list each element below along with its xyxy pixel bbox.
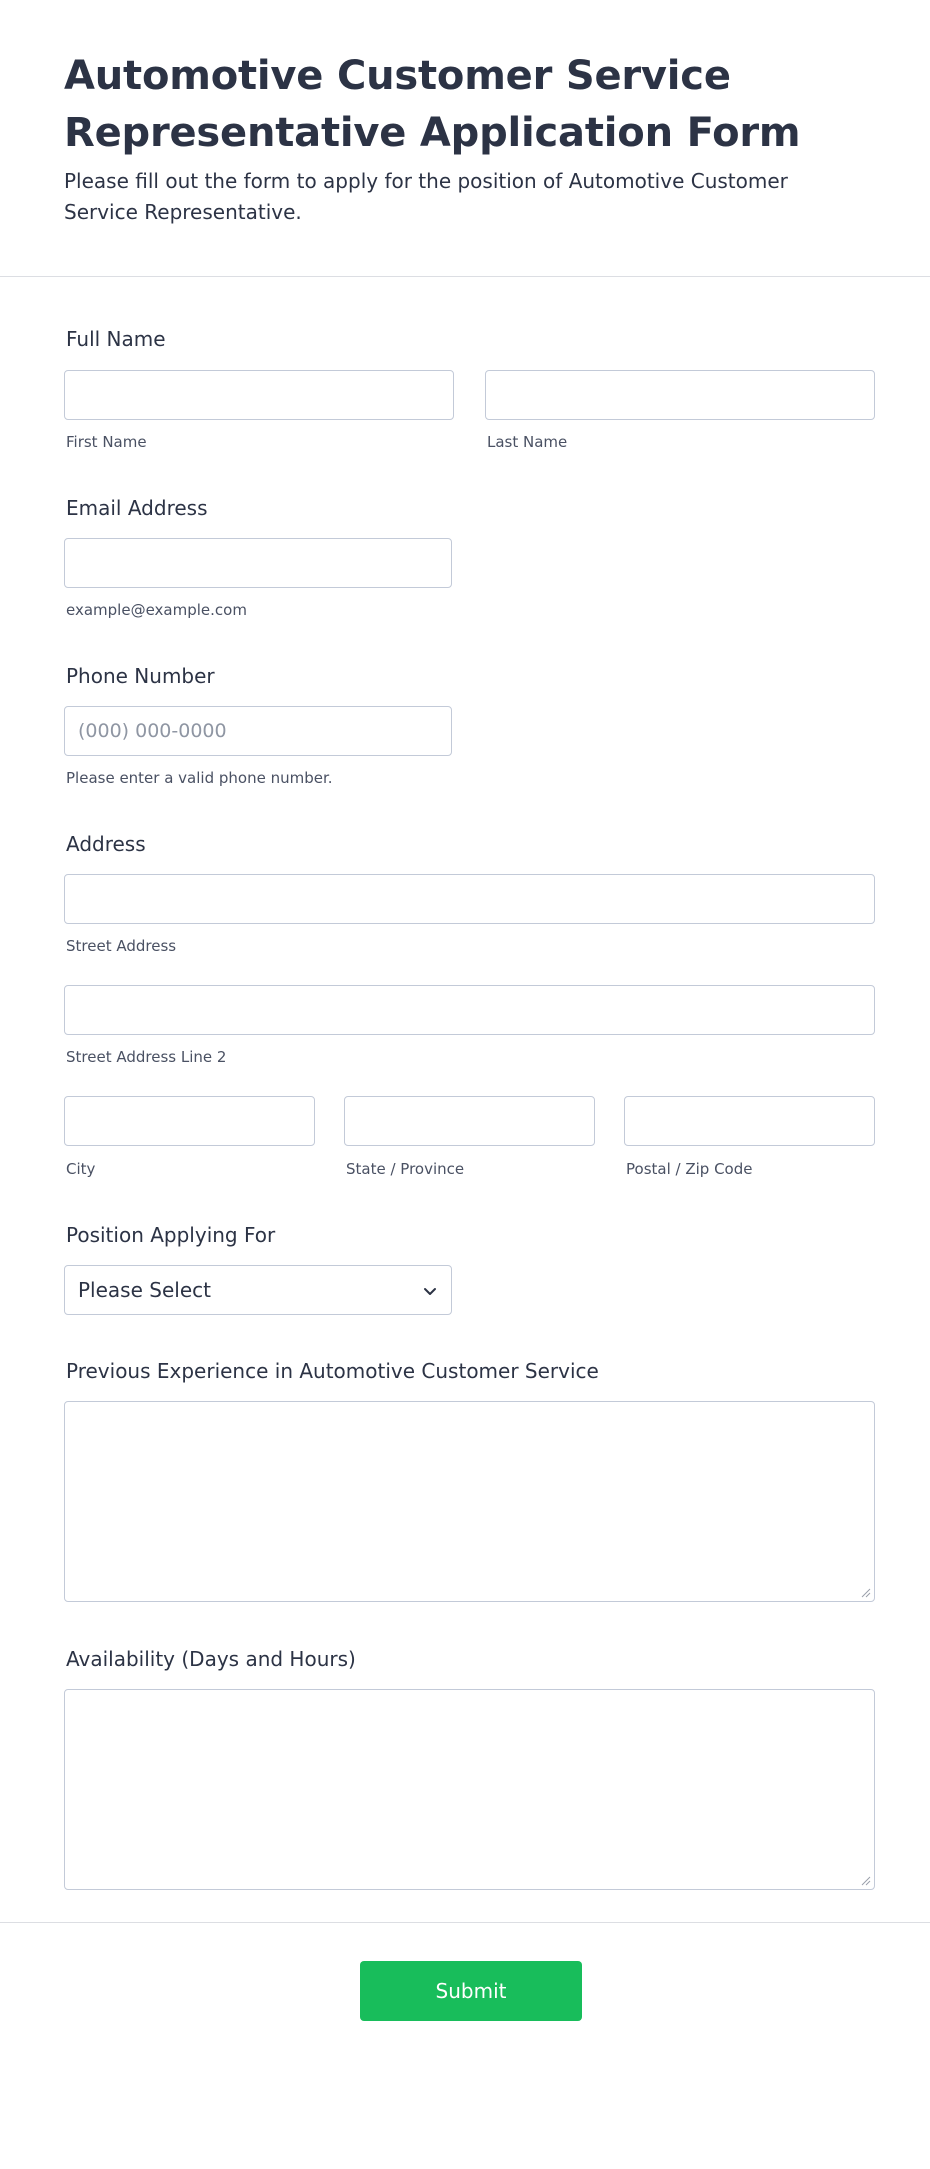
email-label: Email Address: [66, 496, 208, 520]
page-subtitle: Please fill out the form to apply for the position of Automotive Customer Service Representative.: [64, 169, 788, 224]
city-input[interactable]: [64, 1096, 315, 1146]
availability-textarea-wrap: [64, 1689, 875, 1890]
zip-sublabel: Postal / Zip Code: [626, 1160, 753, 1178]
state-sublabel: State / Province: [346, 1160, 465, 1178]
position-selected-value: Please Select: [78, 1278, 211, 1302]
zip-input[interactable]: [624, 1096, 875, 1146]
availability-label: Availability (Days and Hours): [66, 1647, 356, 1671]
street-address-sublabel: Street Address: [66, 937, 177, 955]
experience-label: Previous Experience in Automotive Customer Service: [66, 1359, 599, 1383]
street-address-line2-sublabel: Street Address Line 2: [66, 1048, 227, 1066]
last-name-input[interactable]: [485, 370, 875, 420]
first-name-sublabel: First Name: [66, 433, 147, 451]
form-header: [0, 0, 930, 277]
street-address-line2-input[interactable]: [64, 985, 875, 1035]
experience-textarea-wrap: [64, 1401, 875, 1602]
street-address-input[interactable]: [64, 874, 875, 924]
chevron-down-icon: [422, 1283, 438, 1299]
position-select[interactable]: [64, 1265, 452, 1315]
email-sublabel: example@example.com: [66, 601, 247, 619]
first-name-input[interactable]: [64, 370, 454, 420]
form-footer: [0, 1923, 930, 2169]
phone-input[interactable]: [64, 706, 452, 756]
resize-handle-icon[interactable]: [861, 1588, 871, 1598]
resize-handle-icon[interactable]: [861, 1876, 871, 1886]
address-label: Address: [66, 832, 146, 856]
experience-textarea[interactable]: [64, 1401, 875, 1602]
application-form: [0, 277, 930, 1923]
phone-label: Phone Number: [66, 664, 215, 688]
email-input[interactable]: [64, 538, 452, 588]
phone-sublabel: Please enter a valid phone number.: [66, 769, 333, 787]
city-sublabel: City: [66, 1160, 96, 1178]
last-name-sublabel: Last Name: [487, 433, 568, 451]
availability-textarea[interactable]: [64, 1689, 875, 1890]
state-input[interactable]: [344, 1096, 595, 1146]
full-name-label: Full Name: [66, 327, 166, 351]
position-label: Position Applying For: [66, 1223, 276, 1247]
submit-button[interactable]: Submit: [360, 1961, 582, 2021]
page-title: Automotive Customer Service Representative Application Form: [64, 53, 801, 156]
